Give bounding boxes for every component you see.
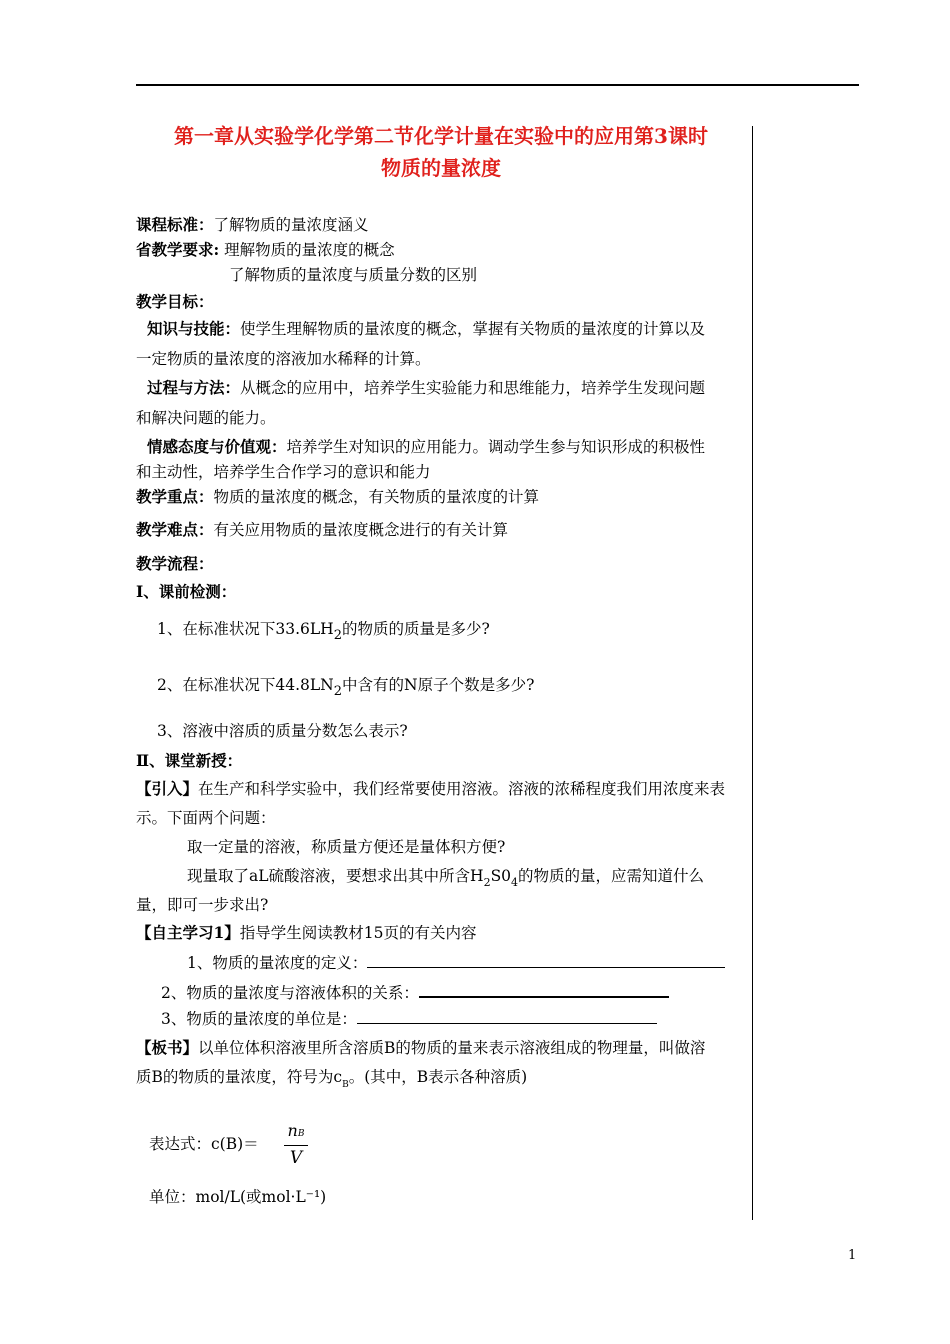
formula-denominator: V [289, 1148, 303, 1168]
knowledge-label: 知识与技能： [147, 319, 241, 338]
self-study-item-2 [161, 981, 669, 1004]
course-standard-label: 课程标准： [136, 215, 214, 234]
province-requirement [136, 239, 395, 261]
province-req-item-1: 理解物质的量浓度的概念 [224, 241, 395, 259]
objective-knowledge [147, 318, 705, 340]
page-title: 第一章从实验学化学第二节化学计量在实验中的应用第3课时 [174, 124, 708, 148]
intro-line-1: 在生产和科学实验中，我们经常要使用溶液。溶液的浓稀程度我们用浓度来表 [198, 780, 726, 798]
formula-fraction [284, 1122, 308, 1168]
question-sulfuric-acid-line-2: 量，即可一步求出? [136, 896, 269, 914]
board-note [136, 1037, 705, 1059]
emotion-label: 情感态度与价值观： [147, 437, 287, 456]
self-study-item-1-text: 1、物质的量浓度的定义： [187, 954, 368, 972]
q1-sub: 2 [333, 628, 342, 643]
expression-label: 表达式：c(B)＝ [149, 1135, 259, 1153]
q-acid-sub-2: 4 [511, 876, 519, 889]
formula-n: n [287, 1121, 298, 1140]
board-line-2-pre: 质B的物质的量浓度，符号为c [136, 1068, 343, 1086]
self-study [136, 922, 477, 944]
page-subtitle: 物质的量浓度 [381, 156, 501, 180]
q-acid-post: 的物质的量，应需知道什么 [518, 867, 705, 885]
knowledge-line-2: 一定物质的量浓度的溶液加水稀释的计算。 [136, 350, 431, 368]
key-points-label: 教学重点： [136, 487, 214, 506]
definition-blank[interactable] [367, 952, 725, 968]
objective-process [147, 377, 705, 399]
course-standard-text: 了解物质的量浓度涵义 [213, 216, 369, 234]
key-points-text: 物质的量浓度的概念，有关物质的量浓度的计算 [213, 488, 540, 506]
section-2-heading: Ⅱ、课堂新授： [136, 751, 243, 770]
intro-paragraph [136, 778, 725, 800]
emotion-line-1: 培养学生对知识的应用能力。调动学生参与知识形成的积极性 [286, 438, 706, 456]
q1-pre: 1、在标准状况下33.6LH [157, 620, 334, 638]
formula-numerator [284, 1122, 308, 1143]
intro-label: 【引入】 [136, 779, 199, 798]
unit-blank[interactable] [357, 1008, 657, 1024]
self-study-text: 指导学生阅读教材15页的有关内容 [239, 924, 477, 942]
page-number: 1 [848, 1248, 857, 1263]
question-sulfuric-acid [187, 865, 704, 889]
unit-line: 单位：mol/L(或mol·L⁻¹) [149, 1188, 327, 1206]
province-req-item-2: 了解物质的量浓度与质量分数的区别 [229, 266, 478, 284]
pretest-question-2 [157, 674, 534, 698]
key-points [136, 486, 539, 508]
objective-emotion [147, 436, 705, 458]
q2-pre: 2、在标准状况下44.8LN [157, 676, 334, 694]
question-weigh-or-volume: 取一定量的溶液，称质量方便还是量体积方便? [187, 838, 506, 856]
process-label: 过程与方法： [147, 378, 241, 397]
pretest-question-3: 3、溶液中溶质的质量分数怎么表示? [157, 722, 408, 740]
intro-line-2: 示。下面两个问题： [136, 809, 276, 827]
objectives-label: 教学目标： [136, 292, 214, 311]
self-study-item-1 [187, 952, 725, 974]
province-req-label: 省教学要求: [136, 240, 220, 259]
difficulty-label: 教学难点： [136, 520, 214, 539]
section-1-heading: Ⅰ、课前检测： [136, 582, 237, 601]
process-flow-label: 教学流程： [136, 554, 214, 573]
self-study-item-2-text: 2、物质的量浓度与溶液体积的关系： [161, 984, 419, 1002]
side-rule [752, 126, 753, 1220]
self-study-item-3-text: 3、物质的量浓度的单位是： [161, 1010, 357, 1028]
self-study-label: 【自主学习1】 [136, 923, 240, 942]
q-acid-mid: S0 [490, 867, 512, 885]
q2-sub: 2 [333, 684, 343, 699]
difficulty [136, 519, 508, 541]
process-line-2: 和解决问题的能力。 [136, 409, 276, 427]
q-acid-sub-1: 2 [483, 876, 491, 889]
q1-post: 的物质的质量是多少? [341, 620, 490, 638]
formula-n-sub: B [297, 1129, 305, 1139]
fraction-bar [284, 1145, 308, 1146]
knowledge-line-1: 使学生理解物质的量浓度的概念，掌握有关物质的量浓度的计算以及 [240, 320, 706, 338]
emotion-line-2: 和主动性，培养学生合作学习的意识和能力 [136, 463, 431, 481]
process-line-1: 从概念的应用中，培养学生实验能力和思维能力，培养学生发现问题 [240, 379, 706, 397]
board-line-2-sub: B [342, 1080, 349, 1090]
board-line-1: 以单位体积溶液里所含溶质B的物质的量来表示溶液组成的物理量，叫做溶 [198, 1039, 706, 1057]
self-study-item-3 [161, 1008, 657, 1030]
q-acid-pre: 现量取了aL硫酸溶液，要想求出其中所含H [187, 867, 484, 885]
pretest-question-1 [157, 618, 490, 642]
volume-relation-blank[interactable] [419, 981, 669, 998]
board-line-2 [136, 1066, 527, 1091]
difficulty-text: 有关应用物质的量浓度概念进行的有关计算 [213, 521, 509, 539]
top-rule [136, 84, 859, 86]
course-standard [136, 214, 369, 236]
q2-post: 中含有的N原子个数是多少? [342, 676, 535, 694]
board-label: 【板书】 [136, 1038, 199, 1057]
board-line-2-post: 。(其中，B表示各种溶质) [348, 1068, 528, 1086]
